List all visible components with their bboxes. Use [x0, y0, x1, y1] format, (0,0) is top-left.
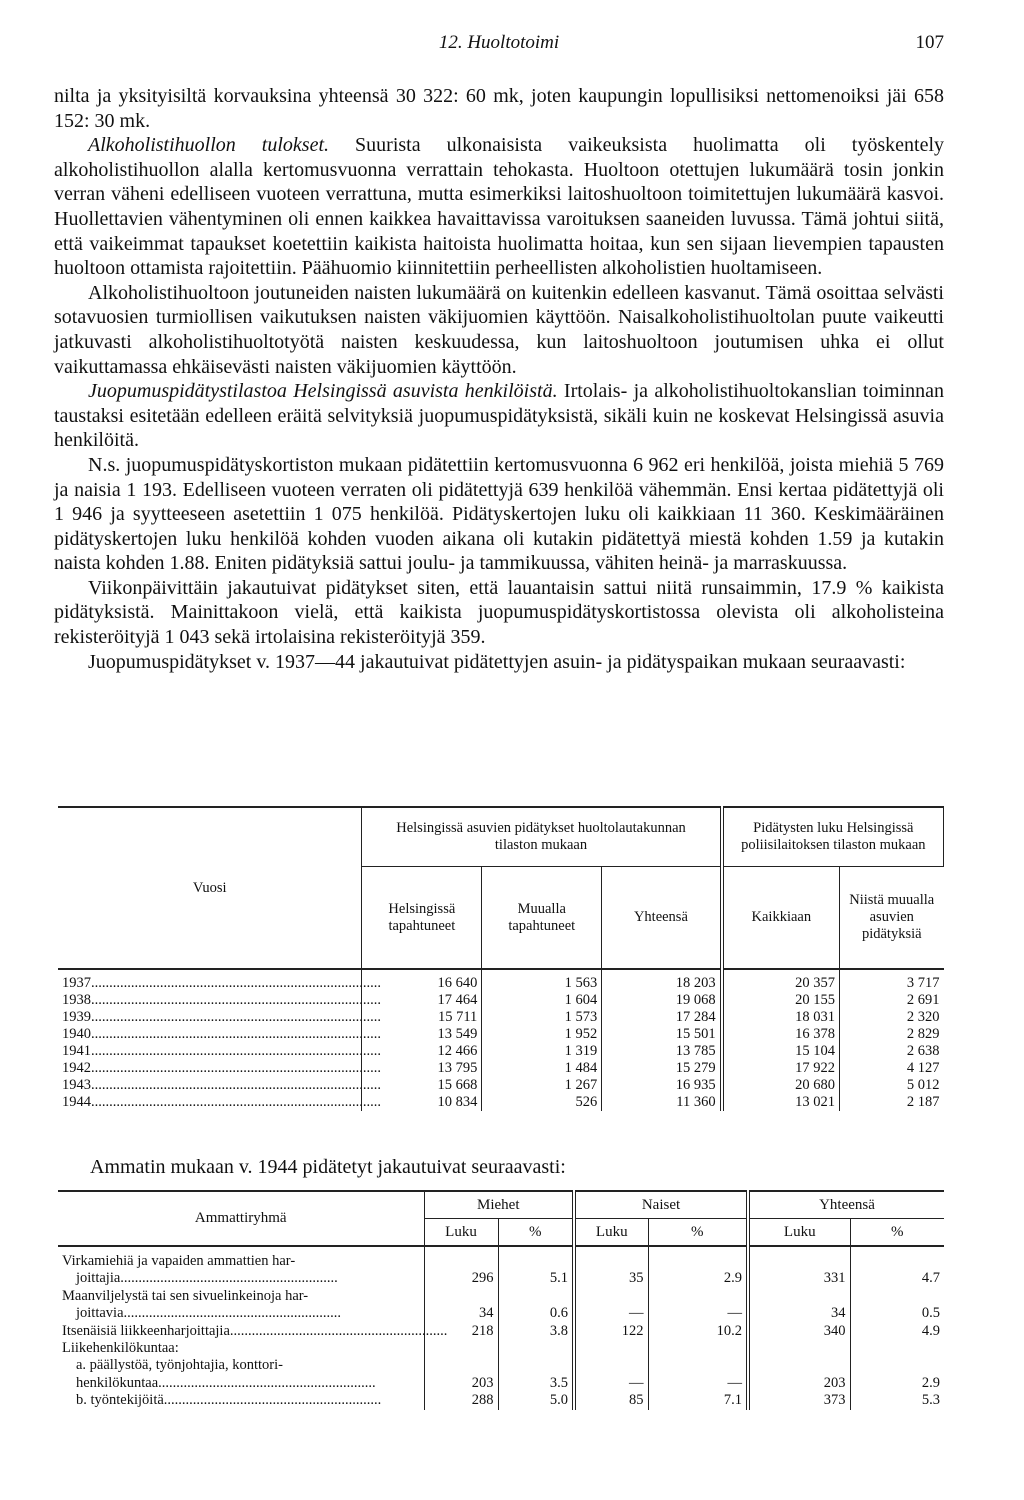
table-cell: 296 — [424, 1246, 498, 1288]
header-vuosi: Vuosi — [58, 807, 362, 969]
year-cell: 1937................................................................................ — [62, 975, 381, 991]
table-cell: 34 — [748, 1288, 850, 1323]
table-cell: 10 834 — [362, 1094, 482, 1111]
table-row — [58, 1009, 944, 1026]
table-cell: 1 952 — [482, 1026, 602, 1043]
table-row — [58, 969, 944, 992]
header-yhteensa: Yhteensä — [748, 1191, 944, 1219]
table-cell: 17 284 — [602, 1009, 722, 1026]
table-cell — [748, 1340, 850, 1357]
table-cell: 5.3 — [850, 1392, 944, 1409]
occupation-label: a. päällystöä, työnjohtajia, konttori- henkilökuntaa............................................................ — [76, 1357, 376, 1391]
table-cell: 1 563 — [482, 969, 602, 992]
table-cell: 2 691 — [840, 992, 944, 1009]
header-luku: Luku — [574, 1219, 648, 1247]
table-cell: 5.0 — [498, 1392, 574, 1409]
table-row — [58, 1060, 944, 1077]
table-cell: 218 — [424, 1323, 498, 1340]
arrests-by-occupation-table — [58, 1190, 944, 1410]
table-cell: 1 604 — [482, 992, 602, 1009]
table-row — [58, 1094, 944, 1111]
table-cell: 203 — [748, 1357, 850, 1392]
table-row — [58, 1288, 944, 1323]
header-helsingissa: Helsingissä tapahtuneet — [362, 867, 482, 969]
table-cell: 15 279 — [602, 1060, 722, 1077]
table-cell: — — [574, 1288, 648, 1323]
table-row — [58, 1043, 944, 1060]
table-cell — [574, 1340, 648, 1357]
table-row — [58, 1246, 944, 1288]
year-cell: 1938................................................................................ — [62, 992, 381, 1008]
table-cell: 20 155 — [722, 992, 840, 1009]
paragraph: Viikonpäivittäin jakautuivat pidätykset siten, että lauantaisin sattui niitä runsaimmin, 17.9 % kaikista pidätyksistä. Mainittakoon vielä, että kaikista juopumuspidätyskortistossa olevista oli alkoholisteina rekisteröityjä 1 043 sekä irtolaisina rekisteröityjä 359. — [54, 576, 944, 649]
table-cell: 20 357 — [722, 969, 840, 992]
header-miehet: Miehet — [424, 1191, 574, 1219]
table-cell: 7.1 — [648, 1392, 748, 1409]
table-cell: 16 378 — [722, 1026, 840, 1043]
table-cell: 18 203 — [602, 969, 722, 992]
occupation-label: Virkamiehiä ja vapaiden ammattien har- joittajia............................................................ — [62, 1253, 338, 1287]
table-cell: 5.1 — [498, 1246, 574, 1288]
year-cell: 1939................................................................................ — [62, 1009, 381, 1025]
table-row — [58, 992, 944, 1009]
table-cell: 4 127 — [840, 1060, 944, 1077]
table-cell: — — [648, 1357, 748, 1392]
header-muualla: Muualla tapahtuneet — [482, 867, 602, 969]
table-cell: 15 104 — [722, 1043, 840, 1060]
table-cell: 1 319 — [482, 1043, 602, 1060]
header-ammattiryhma: Ammattiryhmä — [58, 1191, 424, 1246]
table-row — [58, 1340, 944, 1357]
paragraph: Juopumuspidätykset v. 1937—44 jakautuivat pidätettyjen asuin- ja pidätyspaikan mukaan seuraavasti: — [88, 650, 906, 673]
header-group-a: Helsingissä asuvien pidätykset huoltolautakunnan tilaston mukaan — [362, 807, 722, 867]
occupation-label: b. työntekijöitä............................................................ — [76, 1392, 382, 1409]
table-body — [58, 1246, 944, 1410]
table-cell: 2.9 — [648, 1246, 748, 1288]
table-cell: 3.8 — [498, 1323, 574, 1340]
header-niista: Niistä muualla asuvien pidätyksiä — [840, 867, 944, 969]
table-body — [58, 969, 944, 1111]
running-title: 12. Huoltotoimi — [438, 32, 560, 53]
table-cell: 16 935 — [602, 1077, 722, 1094]
table-cell: 17 922 — [722, 1060, 840, 1077]
table-cell: 18 031 — [722, 1009, 840, 1026]
table-cell: 10.2 — [648, 1323, 748, 1340]
table-cell: 20 680 — [722, 1077, 840, 1094]
table-cell: 0.5 — [850, 1288, 944, 1323]
occupation-label: Liikehenkilökuntaa: — [62, 1340, 179, 1357]
table-cell: 526 — [482, 1094, 602, 1111]
year-cell: 1940................................................................................ — [62, 1026, 381, 1042]
table-cell: — — [648, 1288, 748, 1323]
table-cell: 2 320 — [840, 1009, 944, 1026]
arrests-by-year-table — [58, 806, 944, 1111]
table-cell: 203 — [424, 1357, 498, 1392]
header-pct: % — [648, 1219, 748, 1247]
table-row — [58, 1323, 944, 1340]
year-cell: 1943................................................................................ — [62, 1077, 381, 1093]
occupation-label: Maanviljelystä tai sen sivuelinkeinoja har- joittavia............................................................ — [62, 1287, 342, 1322]
table-cell: 15 668 — [362, 1077, 482, 1094]
paragraph: Alkoholistihuoltoon joutuneiden naisten lukumäärä on kuitenkin edelleen kasvanut. Tämä osoittaa selvästi sotavuosien turmiollisen vaikutuksen naisten väkijuomien käyttöön. Naisalkoholistihuoltolan puute vaikeutti jatkuvasti alkoholistihuoltotyötä naisten keskuudessa, kun laitoshuoltoon joutumisen uhka ei ollut vaikuttamassa ehkäisevästi naisten väkijuomien käyttöön. — [54, 281, 944, 378]
table-cell: 288 — [424, 1392, 498, 1409]
table-cell: 13 795 — [362, 1060, 482, 1077]
table-row — [58, 1392, 944, 1409]
table-cell: 4.9 — [850, 1323, 944, 1340]
paragraph: nilta ja yksityisiltä korvauksina yhteensä 30 322: 60 mk, joten kaupungin lopullisiksi nettomenoiksi jäi 658 152: 30 mk. — [54, 85, 944, 132]
table-cell — [850, 1340, 944, 1357]
table-cell: 0.6 — [498, 1288, 574, 1323]
table-cell — [498, 1340, 574, 1357]
table-cell: 15 711 — [362, 1009, 482, 1026]
year-cell: 1941................................................................................ — [62, 1043, 381, 1059]
table-cell: 1 573 — [482, 1009, 602, 1026]
table-cell: 2 187 — [840, 1094, 944, 1111]
header-naiset: Naiset — [574, 1191, 748, 1219]
table-cell: 11 360 — [602, 1094, 722, 1111]
table-cell — [424, 1340, 498, 1357]
page-number: 107 — [915, 32, 944, 53]
table-cell: 5 012 — [840, 1077, 944, 1094]
header-luku: Luku — [748, 1219, 850, 1247]
table-cell: 4.7 — [850, 1246, 944, 1288]
table-cell: 3.5 — [498, 1357, 574, 1392]
paragraph: Juopumuspidätystilastoa Helsingissä asuvista henkilöistä. Irtolais- ja alkoholistihuoltokanslian toiminnan taustaksi esitetään edelleen eräitä selvityksiä juopumuspidätyksistä, sikäli kuin ne koskevat Helsingissä asuvia henkilöitä. — [54, 380, 944, 452]
table-cell: 16 640 — [362, 969, 482, 992]
occupation-label: Itsenäisiä liikkeenharjoittajia............................................................ — [62, 1322, 448, 1339]
table-cell: 13 021 — [722, 1094, 840, 1111]
table-cell: 2.9 — [850, 1357, 944, 1392]
page-header — [54, 32, 944, 62]
table-cell: 122 — [574, 1323, 648, 1340]
year-cell: 1944................................................................................ — [62, 1094, 381, 1110]
header-kaikkiaan: Kaikkiaan — [722, 867, 840, 969]
table-cell: — — [574, 1357, 648, 1392]
table-row — [58, 1357, 944, 1392]
table-cell: 12 466 — [362, 1043, 482, 1060]
table-cell: 1 267 — [482, 1077, 602, 1094]
table-cell: 19 068 — [602, 992, 722, 1009]
table-cell: 13 785 — [602, 1043, 722, 1060]
table-cell: 2 829 — [840, 1026, 944, 1043]
table-cell: 3 717 — [840, 969, 944, 992]
header-yhteensa: Yhteensä — [602, 867, 722, 969]
header-pct: % — [850, 1219, 944, 1247]
header-pct: % — [498, 1219, 574, 1247]
table-cell: 15 501 — [602, 1026, 722, 1043]
table2-caption: Ammatin mukaan v. 1944 pidätetyt jakautuivat seuraavasti: — [90, 1156, 566, 1178]
table-cell: 17 464 — [362, 992, 482, 1009]
table-cell: 35 — [574, 1246, 648, 1288]
table-cell: 331 — [748, 1246, 850, 1288]
table-cell: 85 — [574, 1392, 648, 1409]
table-cell: 2 638 — [840, 1043, 944, 1060]
paragraph: N.s. juopumuspidätyskortiston mukaan pidätettiin kertomusvuonna 6 962 eri henkilöä, joista miehiä 5 769 ja naisia 1 193. Edelliseen vuoteen verraten oli pidätettyjä 639 henkilöä vähemmän. Ensi kertaa pidätettyjä oli 1 946 ja syytteeseen asetettiin 1 075 henkilöä. Pidätyskertojen luku oli kaikkiaan 11 360. Keskimääräinen pidätyskertojen luku henkilöä kohden vuoden aikana oli kutakin pidätettyä miestä kohden 1.59 ja kutakin naista kohden 1.88. Eniten pidätyksiä sattui joulu- ja tammikuussa, vähiten heinä- ja marraskuussa. — [54, 453, 944, 575]
table-cell: 340 — [748, 1323, 850, 1340]
header-luku: Luku — [424, 1219, 498, 1247]
table-cell: 13 549 — [362, 1026, 482, 1043]
header-group-b: Pidätysten luku Helsingissä poliisilaitoksen tilaston mukaan — [722, 807, 944, 867]
body-text — [54, 84, 944, 674]
table-cell: 34 — [424, 1288, 498, 1323]
table-row — [58, 1026, 944, 1043]
table-cell: 1 484 — [482, 1060, 602, 1077]
table-cell — [648, 1340, 748, 1357]
year-cell: 1942................................................................................ — [62, 1060, 381, 1076]
paragraph: Alkoholistihuollon tulokset. Suurista ulkonaisista vaikeuksista huolimatta oli työskentely alkoholistihuollon alalla kertomusvuonna verrattain tehokasta. Huoltoon otettujen lukumäärä tosin jonkin verran väheni edelliseen vuoteen verrattuna, mutta esimerkiksi laitoshuoltoon toimitettujen lukumäärä kasvoi. Huollettavien vähentyminen oli ennen kaikkea havaittavissa varoituksen saaneiden luvussa. Tämä johtui siitä, että vaikeimmat tapaukset koetettiin kaikista haitoista huolimatta hoitaa, kun sen sijaan lievempien tapausten huoltoon ottamista rajoitettiin. Päähuomio kiinnitettiin perheellisten alkoholistien huoltamiseen. — [54, 134, 945, 280]
section-heading: Juopumuspidätystilastoa Helsingissä asuvista henkilöistä. — [88, 380, 558, 403]
table-cell: 373 — [748, 1392, 850, 1409]
table-row — [58, 1077, 944, 1094]
section-heading: Alkoholistihuollon tulokset. — [88, 134, 330, 157]
